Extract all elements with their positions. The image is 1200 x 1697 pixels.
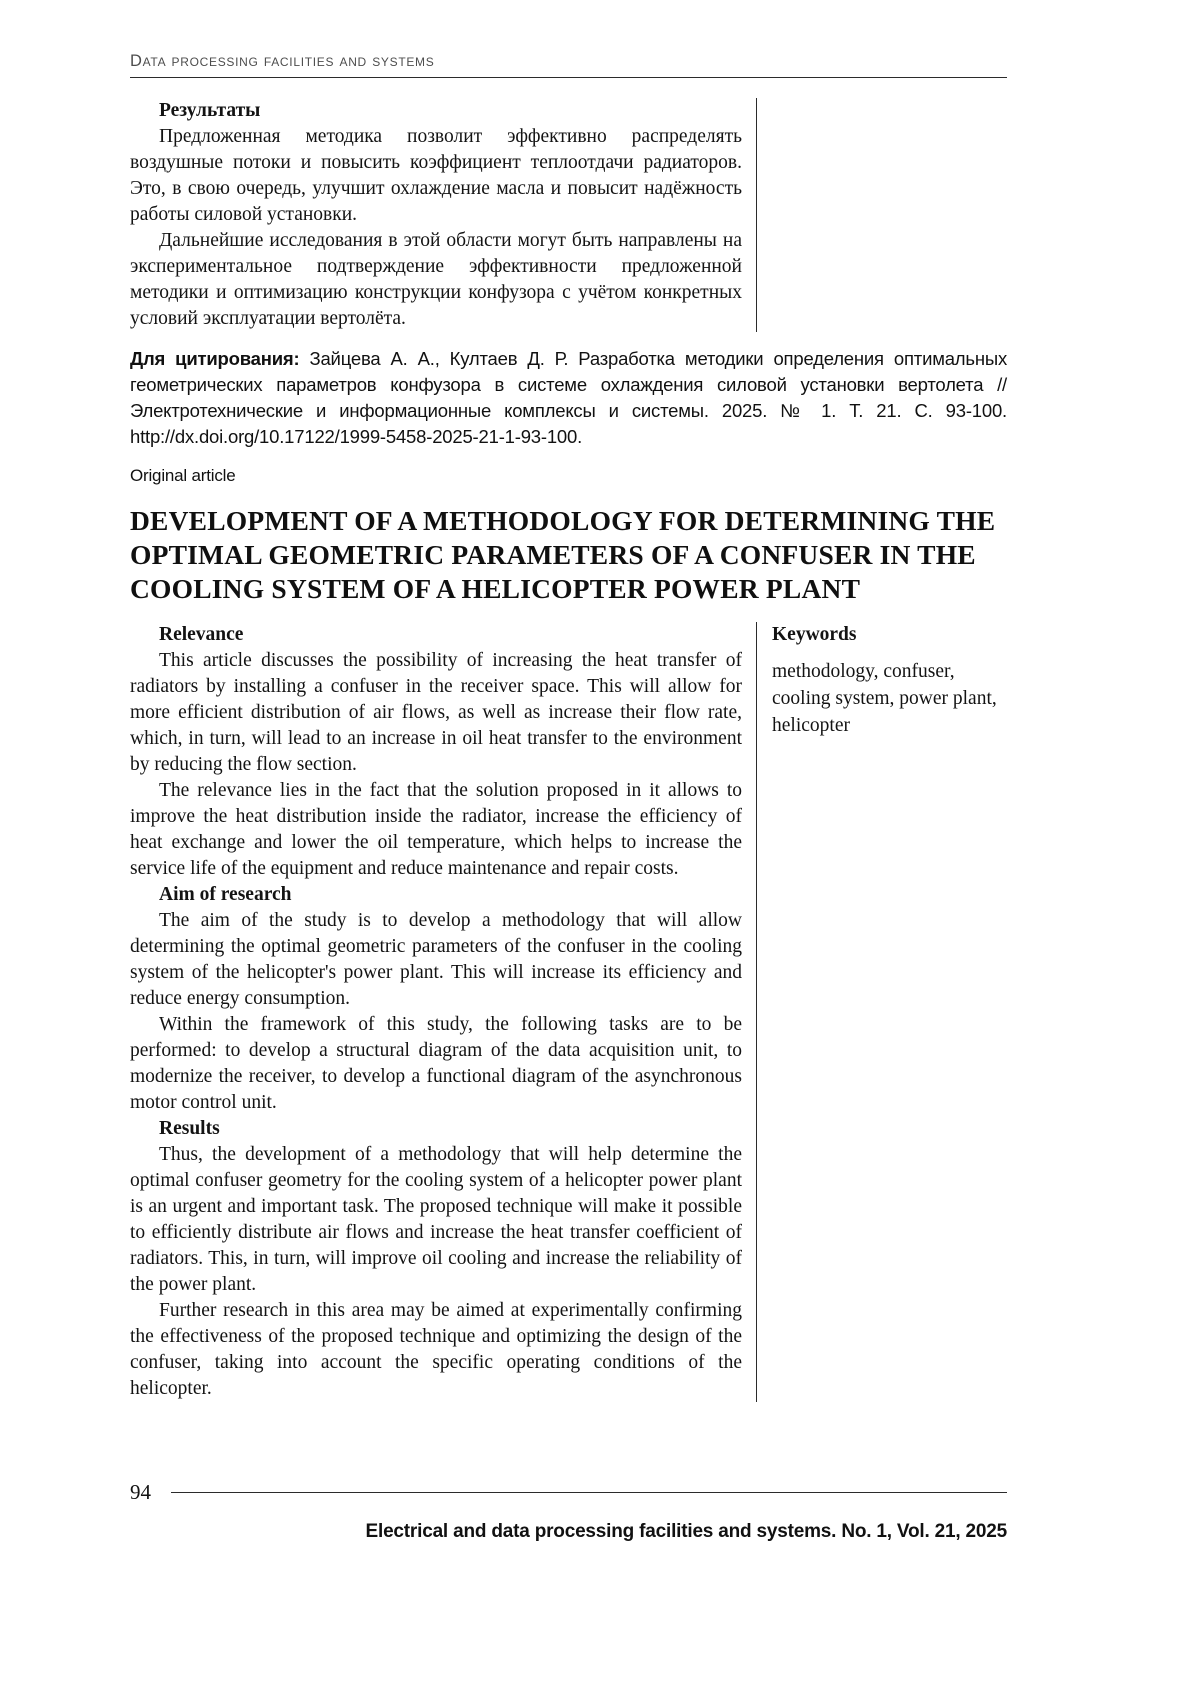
running-header bbox=[130, 52, 1007, 78]
paragraph: The relevance lies in the fact that the solution proposed in it allows to improve the heat distribution inside the radiator, increase the efficiency of heat exchange and lower the oil temperature, which helps to increase the service life of the equipment and reduce maintenance and repair costs. bbox=[130, 780, 742, 879]
citation-label: Для цитирования: bbox=[130, 348, 300, 369]
page-footer bbox=[130, 1480, 1007, 1543]
article-title: DEVELOPMENT OF A METHODOLOGY FOR DETERMINING THE OPTIMAL GEOMETRIC PARAMETERS OF A CONFUSER IN THE COOLING SYSTEM OF A HELICOPTER POWER PLANT bbox=[130, 505, 996, 604]
footer-rule-row bbox=[130, 1480, 1007, 1505]
keywords-text: methodology, confuser, cooling system, power plant, helicopter bbox=[772, 661, 997, 736]
russian-results-column bbox=[130, 98, 757, 332]
russian-results-heading: Результаты bbox=[159, 100, 261, 121]
citation-block bbox=[130, 346, 1007, 450]
paragraph: Дальнейшие исследования в этой области могут быть направлены на экспериментальное подтверждение эффективности предложенной методики и оптимизацию конструкции конфузора с учётом конкретных условий эксплуатации вертолёта. bbox=[130, 230, 742, 329]
citation-text: Зайцева А. А., Култаев Д. Р. Разработка методики определения оптимальных геометрических параметров конфузора в системе охлаждения силовой установки вертолета // Электротехнические и информационные комплексы и системы. 2025. № 1. Т. 21. С. 93-100. http://dx.doi.org/10.17122/1999-5458-2025-21-1-93-100. bbox=[130, 348, 1008, 447]
journal-footer-line: Electrical and data processing facilities and systems. No. 1, Vol. 21, 2025 bbox=[365, 1521, 1007, 1542]
results-heading: Results bbox=[159, 1118, 220, 1139]
russian-results-section bbox=[130, 98, 1007, 332]
page-number: 94 bbox=[130, 1480, 151, 1504]
paragraph: This article discusses the possibility of increasing the heat transfer of radiators by installing a confuser in the receiver space. This will allow for more efficient distribution of air flows, as well as increase their flow rate, which, in turn, will lead to an increase in oil heat transfer to the environment by reducing the flow section. bbox=[130, 650, 742, 775]
article-body-columns bbox=[130, 622, 1007, 1402]
paragraph: Thus, the development of a methodology that will help determine the optimal confuser geometry for the cooling system of a helicopter power plant is an urgent and important task. The proposed technique will make it possible to efficiently distribute air flows and increase the heat transfer coefficient of radiators. This, in turn, will improve oil cooling and increase the reliability of the power plant. bbox=[130, 1144, 742, 1295]
paragraph: Предложенная методика позволит эффективно распределять воздушные потоки и повысить коэффициент теплоотдачи радиаторов. Это, в свою очередь, улучшит охлаждение масла и повысит надёжность работы силовой установки. bbox=[130, 126, 742, 225]
aim-of-research-heading: Aim of research bbox=[159, 884, 292, 905]
paragraph: Within the framework of this study, the following tasks are to be performed: to develop a structural diagram of the data acquisition unit, to modernize the receiver, to develop a functional diagram of the asynchronous motor control unit. bbox=[130, 1014, 742, 1113]
keywords-column bbox=[757, 622, 1007, 1402]
footer-rule bbox=[171, 1492, 1007, 1493]
running-header-text: Data processing facilities and systems bbox=[130, 52, 435, 70]
page-content bbox=[130, 0, 1007, 1402]
paragraph: The aim of the study is to develop a methodology that will allow determining the optimal geometric parameters of the confuser in the cooling system of the helicopter's power plant. This will increase its efficiency and reduce energy consumption. bbox=[130, 910, 742, 1009]
keywords-heading: Keywords bbox=[772, 624, 857, 645]
paragraph: Further research in this area may be aimed at experimentally confirming the effectiveness of the proposed technique and optimizing the design of the confuser, taking into account the specific operating conditions of the helicopter. bbox=[130, 1300, 742, 1399]
relevance-heading: Relevance bbox=[159, 624, 244, 645]
article-main-column bbox=[130, 622, 757, 1402]
article-type-label: Original article bbox=[130, 466, 236, 485]
